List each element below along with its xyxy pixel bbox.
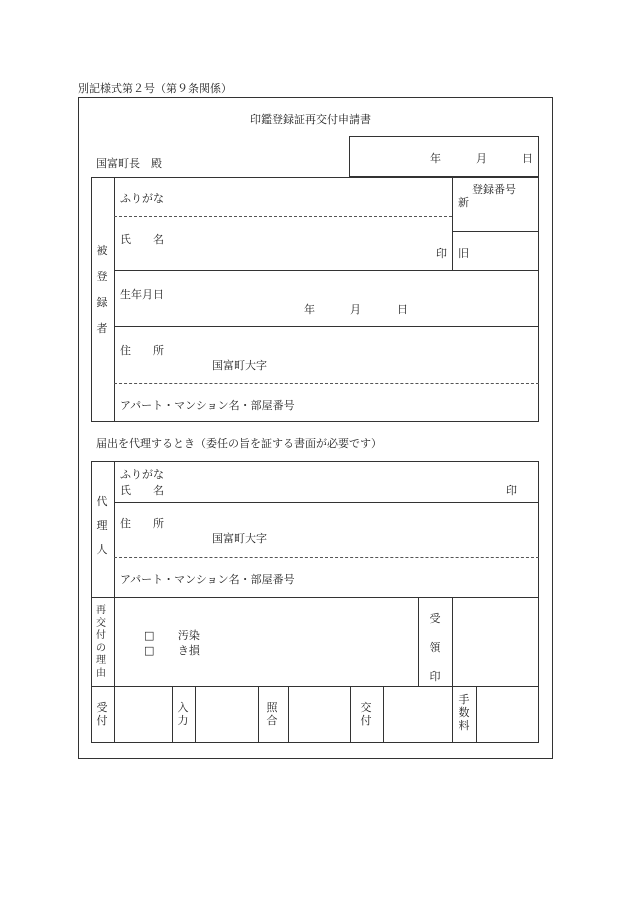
office-divider-7: [452, 686, 453, 743]
agent-label-char: 代: [96, 495, 108, 508]
uketsuke-char: 受: [96, 701, 108, 714]
receipt-stamp-label: [427, 604, 443, 691]
tesuryo-char: 料: [458, 719, 470, 732]
registrant-address-value: 国富町大字: [212, 359, 267, 372]
regnum-new: 新: [458, 196, 469, 209]
agent-label: [94, 490, 110, 562]
reason-label: [93, 605, 109, 680]
furigana-divider: [114, 216, 452, 217]
office-divider-6: [383, 686, 384, 743]
regnum-old: 旧: [458, 247, 469, 260]
registrant-apartment-label: アパート・マンション名・部屋番号: [120, 399, 295, 412]
regnum-mid-line: [452, 231, 539, 232]
form-number: 別記様式第２号（第９条関係）: [78, 82, 232, 95]
nyuryoku-char: 力: [177, 714, 189, 727]
reason-option-stain[interactable]: [144, 627, 200, 643]
agent-address-label: 住 所: [120, 517, 164, 530]
birth-day: 日: [397, 303, 408, 316]
nyuryoku-label: [175, 701, 191, 727]
office-divider-5: [350, 686, 351, 743]
tesuryo-char: 手: [458, 693, 470, 706]
agent-label-char: 人: [96, 543, 108, 556]
date-box: [349, 136, 539, 177]
date-year: 年: [430, 152, 441, 165]
agent-furigana-label: ふりがな: [120, 468, 164, 481]
stamp-char: 印: [429, 670, 441, 683]
checkbox[interactable]: □: [144, 629, 155, 642]
regnum-divider: [452, 177, 453, 270]
agent-seal-mark: 印: [506, 484, 517, 497]
reason-top-line: [91, 597, 539, 598]
kofu-char: 交: [360, 701, 372, 714]
registrant-furigana-label: ふりがな: [120, 192, 164, 205]
reason-label-char: 交: [96, 617, 106, 629]
date-day: 日: [522, 152, 533, 165]
birth-year: 年: [304, 303, 315, 316]
reason-label-char: の: [96, 642, 106, 654]
registrant-label-char: 登: [96, 270, 108, 283]
agent-apartment-label: アパート・マンション名・部屋番号: [120, 573, 295, 586]
office-top-line: [91, 686, 539, 687]
tesuryo-label: [456, 693, 472, 732]
office-divider-4: [288, 686, 289, 743]
registrant-label-char: 録: [96, 296, 108, 309]
registrant-name-label: 氏 名: [120, 233, 164, 246]
stamp-left-line: [418, 597, 419, 686]
address-divider: [114, 383, 539, 384]
office-divider-1: [172, 686, 173, 743]
agent-label-divider: [114, 461, 115, 743]
reason-option-damage[interactable]: [144, 642, 200, 658]
registrant-label: [94, 238, 110, 342]
shogo-char: 合: [266, 714, 278, 727]
office-divider-3: [258, 686, 259, 743]
birth-top-line: [114, 270, 539, 271]
registrant-label-char: 被: [96, 244, 108, 257]
reason-label-char: 理: [96, 655, 106, 666]
agent-note: 届出を代理するとき（委任の旨を証する書面が必要です）: [96, 437, 382, 450]
registrant-label-char: 者: [96, 322, 108, 335]
kofu-label: [358, 701, 374, 727]
birthdate-label: 生年月日: [120, 288, 164, 301]
tesuryo-char: 数: [458, 706, 470, 719]
regnum-title: 登録番号: [472, 183, 516, 196]
reason-label-char: 再: [96, 605, 106, 616]
nyuryoku-char: 入: [177, 701, 189, 714]
stamp-char: 受: [429, 612, 441, 625]
registrant-seal-mark: 印: [436, 247, 447, 260]
option-label: き損: [177, 644, 200, 657]
stamp-right-line: [452, 597, 453, 686]
date-month: 月: [476, 152, 487, 165]
office-divider-8: [476, 686, 477, 743]
reason-label-char: 由: [96, 667, 106, 679]
checkbox[interactable]: □: [144, 644, 155, 657]
agent-address-value: 国富町大字: [212, 532, 267, 545]
agent-name-label: 氏 名: [120, 484, 164, 497]
reason-label-char: 付: [96, 630, 106, 641]
office-divider-2: [195, 686, 196, 743]
stamp-char: 領: [429, 641, 441, 654]
address-top-line: [114, 326, 539, 327]
agent-label-char: 理: [96, 519, 108, 532]
registrant-label-divider: [114, 177, 115, 422]
birth-month: 月: [350, 303, 361, 316]
shogo-label: [264, 701, 280, 727]
uketsuke-label: [94, 701, 110, 727]
agent-address-divider: [114, 557, 539, 558]
registrant-address-label: 住 所: [120, 344, 164, 357]
uketsuke-char: 付: [96, 714, 108, 727]
option-label: 汚染: [177, 629, 200, 642]
form-title: 印鑑登録証再交付申請書: [250, 113, 371, 126]
agent-address-top-line: [114, 502, 539, 503]
kofu-char: 付: [360, 714, 372, 727]
addressee: 国富町長 殿: [96, 157, 162, 170]
shogo-char: 照: [266, 701, 278, 714]
